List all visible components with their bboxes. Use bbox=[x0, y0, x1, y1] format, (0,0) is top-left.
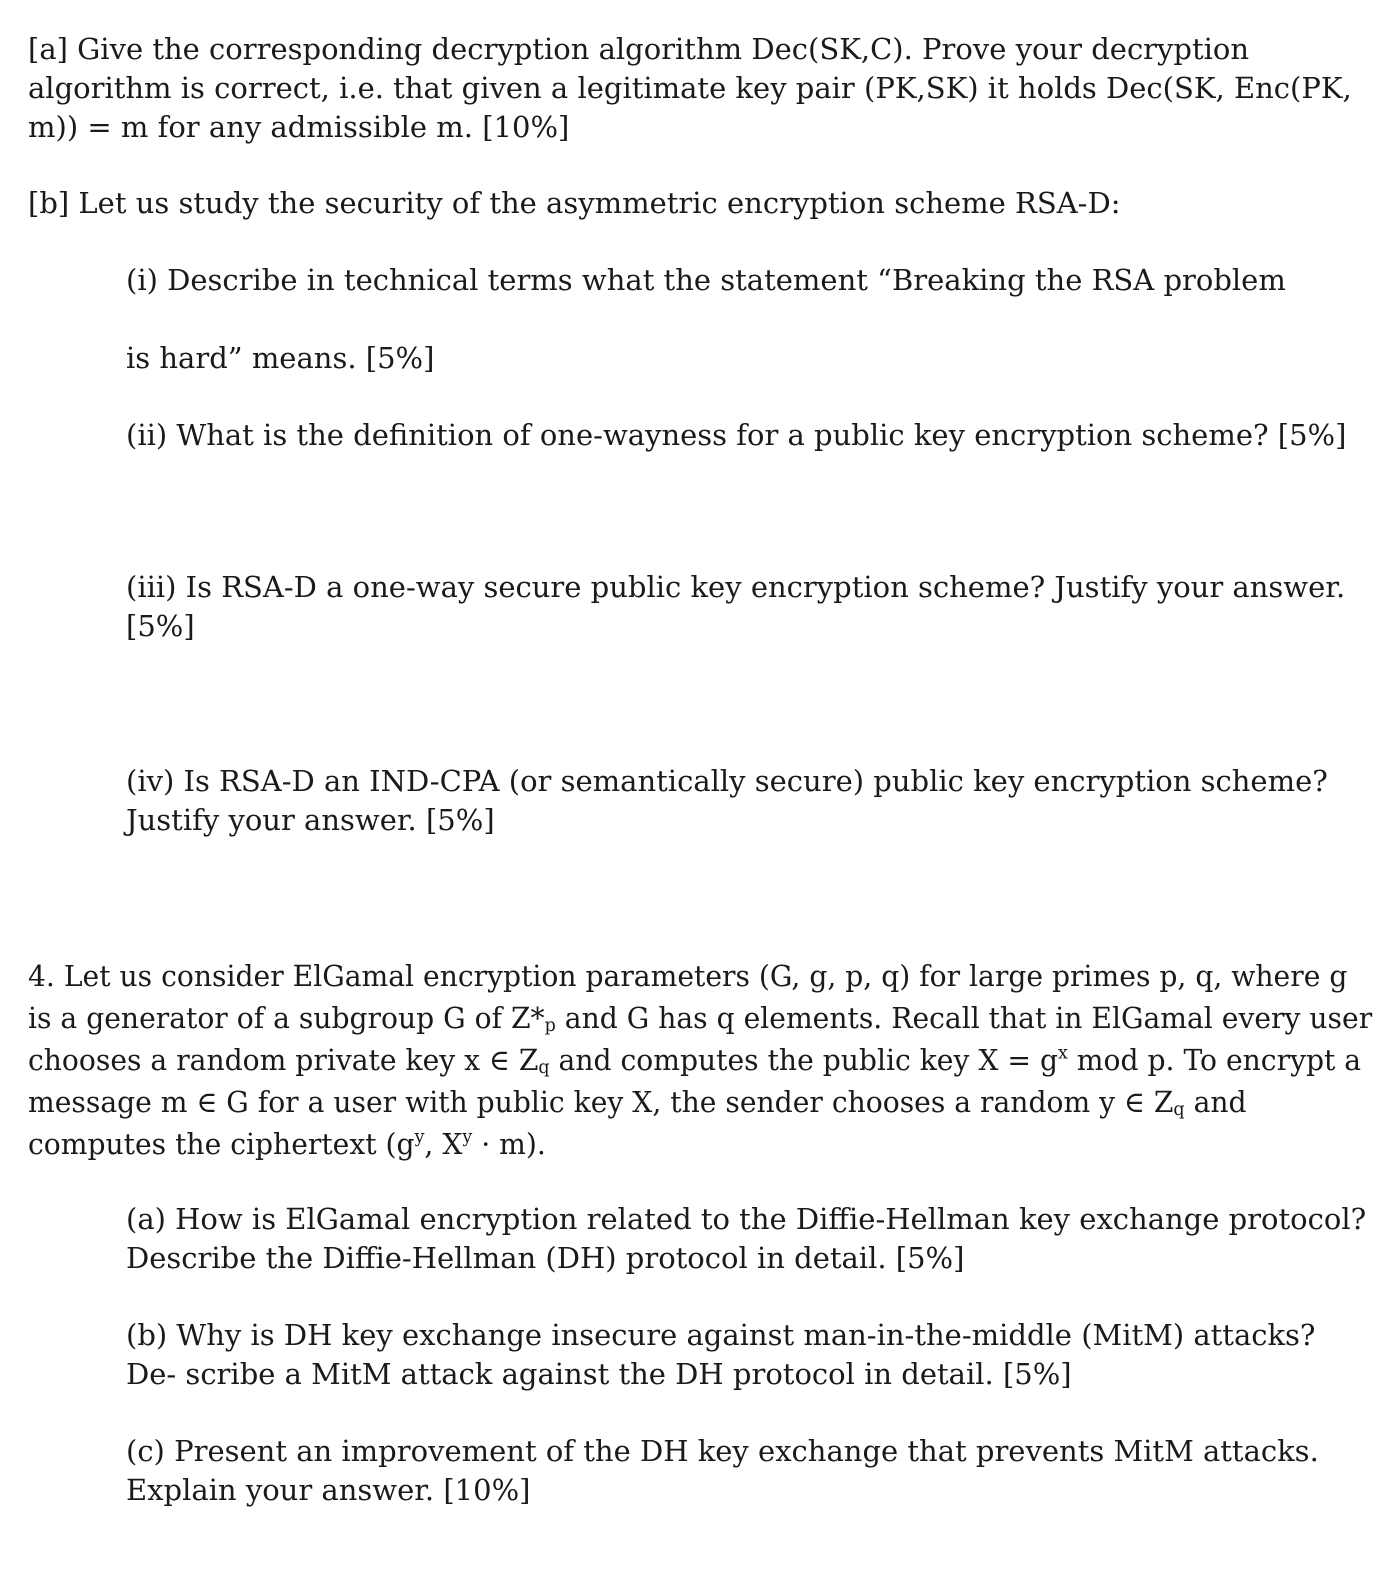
part-a-line-3: m)) = m for any admissible m. [10%] bbox=[28, 110, 570, 144]
q4-c-line-1: (c) Present an improvement of the DH key exchange that prevents MitM attacks. bbox=[126, 1434, 1319, 1468]
q4-line-1: 4. Let us consider ElGamal encryption parameters (G, g, p, q) for large primes p, q, where g bbox=[28, 959, 1348, 993]
part-b-heading: [b] Let us study the security of the asymmetric encryption scheme RSA-D: bbox=[28, 186, 1121, 220]
q4-line-3: chooses a random private key x ∈ $Z_q$ and computes the public key $X = g^x$ mod p. To encrypt a bbox=[28, 1042, 1362, 1078]
q4-part-a bbox=[126, 1200, 1366, 1278]
part-b-iii bbox=[126, 568, 1345, 646]
question-4-paragraph bbox=[28, 955, 1372, 1165]
q4-part-c bbox=[126, 1432, 1319, 1510]
part-b-ii: (ii) What is the definition of one-wayness for a public key encryption scheme? [5%] bbox=[126, 418, 1347, 452]
q4-b-line-2: De- scribe a MitM attack against the DH protocol in detail. [5%] bbox=[126, 1357, 1072, 1391]
part-b-iii-line-1: (iii) Is RSA-D a one-way secure public key encryption scheme? Justify your answer. bbox=[126, 570, 1346, 604]
q4-line-5: computes the ciphertext ($g^y$, $X^y \cdot m$). bbox=[28, 1126, 546, 1161]
part-b-iv bbox=[126, 762, 1328, 840]
q4-line-2: is a generator of a subgroup G of $Z*_p$ and G has q elements. Recall that in ElGamal every user bbox=[28, 1001, 1373, 1036]
q4-a-line-2: Describe the Diffie-Hellman (DH) protocol in detail. [5%] bbox=[126, 1241, 965, 1275]
part-a-line-1: [a] Give the corresponding decryption algorithm Dec(SK,C). Prove your decryption bbox=[28, 32, 1250, 66]
q4-line-4: message m ∈ G for a user with public key X, the sender chooses a random y ∈ $Z_q$ and bbox=[28, 1085, 1247, 1120]
part-b-i-line-1: (i) Describe in technical terms what the statement “Breaking the RSA problem bbox=[126, 263, 1286, 297]
q4-c-line-2: Explain your answer. [10%] bbox=[126, 1473, 531, 1507]
part-b-iii-line-2: [5%] bbox=[126, 609, 195, 643]
q4-part-b bbox=[126, 1316, 1315, 1394]
part-b-iv-line-1: (iv) Is RSA-D an IND-CPA (or semantically secure) public key encryption scheme? bbox=[126, 764, 1328, 798]
part-a-line-2: algorithm is correct, i.e. that given a legitimate key pair (PK,SK) it holds Dec(SK, Enc(PK, bbox=[28, 71, 1352, 105]
part-a-paragraph bbox=[28, 30, 1352, 147]
q4-a-line-1: (a) How is ElGamal encryption related to the Diffie-Hellman key exchange protocol? bbox=[126, 1202, 1367, 1236]
part-b-i-line-2: is hard” means. [5%] bbox=[126, 341, 435, 375]
q4-b-line-1: (b) Why is DH key exchange insecure against man-in-the-middle (MitM) attacks? bbox=[126, 1318, 1316, 1352]
part-b-iv-line-2: Justify your answer. [5%] bbox=[126, 803, 495, 837]
